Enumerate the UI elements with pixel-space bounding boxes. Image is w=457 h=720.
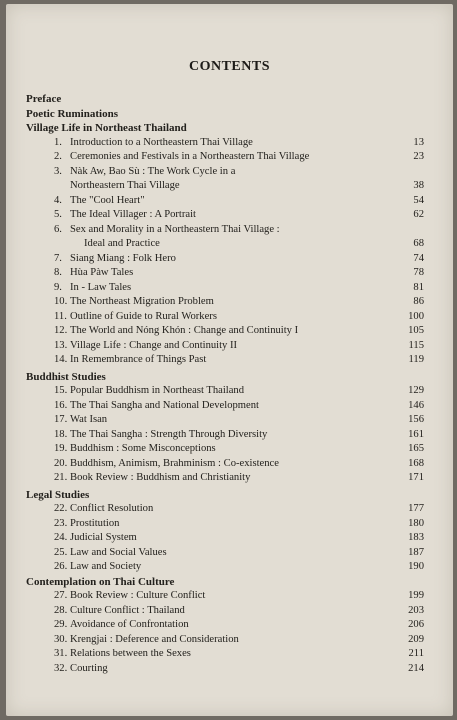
- entry-title: Nàk Aw, Bao Sù : The Work Cycle in a: [70, 165, 236, 177]
- section-heading: [26, 107, 430, 122]
- entry-title: Village Life : Change and Continuity II: [70, 339, 238, 351]
- toc-entry: [26, 647, 430, 662]
- toc-entry: [26, 223, 430, 238]
- entry-page-number: 156: [408, 414, 424, 425]
- entry-page-number: 100: [408, 310, 424, 322]
- section-heading-text: Poetic Ruminations: [26, 107, 118, 120]
- entry-title: The Thai Sangha and National Development: [70, 399, 259, 411]
- entry-number: 3.: [54, 165, 62, 177]
- entry-page-number: 209: [408, 633, 424, 645]
- entry-title: Outline of Guide to Rural Workers: [70, 310, 217, 322]
- entry-title: Ideal and Practice: [84, 238, 160, 249]
- entry-number: 8.: [54, 267, 62, 278]
- entry-title: Siang Miang : Folk Hero: [70, 252, 176, 264]
- entry-page-number: 187: [408, 546, 424, 558]
- entry-number: 22.: [54, 503, 68, 514]
- entry-title: Law and Society: [70, 561, 142, 572]
- entry-title: Book Review : Culture Conflict: [70, 590, 206, 601]
- section-heading-text: Preface: [26, 93, 62, 105]
- toc-entry: [26, 442, 430, 457]
- toc-entry: [26, 517, 430, 532]
- toc-entry: [26, 560, 430, 575]
- toc-entry: [26, 428, 430, 443]
- toc-entry: [26, 471, 430, 486]
- entry-number: 24.: [54, 532, 68, 543]
- section-heading-text: Legal Studies: [26, 488, 90, 501]
- toc-entry: [26, 413, 430, 428]
- entry-title: Avoidance of Confrontation: [70, 619, 189, 630]
- entry-page-number: 171: [408, 472, 424, 483]
- entry-number: 7.: [54, 252, 62, 264]
- section-heading: [26, 121, 430, 136]
- section-heading: [26, 92, 430, 107]
- entry-title: Buddhism, Animism, Brahminism : Co-existence: [70, 457, 279, 469]
- entry-title: Hùa Pàw Tales: [70, 267, 134, 278]
- entry-page-number: 68: [413, 238, 424, 249]
- entry-page-number: 81: [413, 281, 424, 293]
- entry-number: 15.: [54, 385, 68, 396]
- toc-entry: [26, 150, 430, 165]
- entry-title: Wat Isan: [70, 414, 108, 425]
- entry-number: 26.: [54, 561, 68, 572]
- entry-number: 11.: [54, 310, 67, 322]
- entry-title: The Northeast Migration Problem: [70, 296, 214, 307]
- entry-title: In Remembrance of Things Past: [70, 354, 207, 365]
- entry-page-number: 13: [413, 136, 424, 148]
- entry-title: Conflict Resolution: [70, 503, 154, 514]
- entry-page-number: 38: [413, 180, 424, 191]
- toc-entry: [26, 165, 430, 180]
- toc-entry: [26, 589, 430, 604]
- entry-number: 17.: [54, 414, 68, 425]
- entry-title: Popular Buddhism in Northeast Thailand: [70, 385, 244, 396]
- entry-number: 20.: [54, 457, 68, 469]
- toc-entry: [26, 604, 430, 619]
- entry-page-number: 203: [408, 604, 424, 616]
- entry-number: 4.: [54, 194, 62, 206]
- entry-title: Relations between the Sexes: [70, 648, 191, 659]
- entry-number: 25.: [54, 546, 68, 558]
- entry-title: In - Law Tales: [70, 281, 132, 293]
- entry-number: 2.: [54, 151, 62, 162]
- entry-number: 32.: [54, 662, 68, 674]
- entry-title: Law and Social Values: [70, 546, 167, 558]
- toc-entry: [26, 502, 430, 517]
- toc-entry: [26, 384, 430, 399]
- entry-title: Courting: [70, 662, 108, 674]
- toc-entry: [26, 399, 430, 414]
- section-heading-text: Village Life in Northeast Thailand: [26, 122, 187, 134]
- entry-title: Ceremonies and Festivals in a Northeastern Thai Village: [70, 151, 310, 162]
- entry-title: Buddhism : Some Misconceptions: [70, 443, 216, 454]
- entry-page-number: 214: [408, 662, 424, 674]
- entry-page-number: 119: [408, 354, 424, 365]
- entry-number: 28.: [54, 604, 68, 616]
- toc-entry: [26, 633, 430, 648]
- entry-page-number: 105: [408, 325, 424, 336]
- entry-number: 10.: [54, 296, 68, 307]
- toc-entry: [26, 194, 430, 209]
- toc-entry: [26, 353, 430, 368]
- entry-number: 13.: [54, 339, 68, 351]
- entry-page-number: 62: [413, 209, 424, 220]
- entry-title: The Ideal Villager : A Portrait: [70, 209, 196, 220]
- entry-page-number: 74: [413, 252, 424, 264]
- entry-page-number: 23: [413, 151, 424, 162]
- toc-entry: [26, 618, 430, 633]
- toc-entry: [26, 179, 430, 194]
- toc-entry: [26, 136, 430, 151]
- entry-page-number: 211: [408, 648, 424, 659]
- entry-page-number: 115: [408, 339, 424, 351]
- entry-title: The Thai Sangha : Strength Through Diversity: [70, 428, 268, 440]
- entry-page-number: 206: [408, 619, 424, 630]
- entry-number: 23.: [54, 517, 68, 529]
- entry-title: Prostitution: [70, 517, 120, 529]
- entry-page-number: 165: [408, 443, 424, 454]
- entry-page-number: 78: [413, 267, 424, 278]
- toc-entry: [26, 324, 430, 339]
- toc-entry: [26, 531, 430, 546]
- entry-number: 9.: [54, 281, 62, 293]
- entry-page-number: 183: [408, 532, 424, 543]
- entry-title: Culture Conflict : Thailand: [70, 604, 185, 616]
- toc-entry: [26, 546, 430, 561]
- toc-entry: [26, 252, 430, 267]
- book-page: [6, 4, 453, 716]
- entry-page-number: 161: [408, 428, 424, 440]
- entry-number: 31.: [54, 648, 68, 659]
- entry-title: Northeastern Thai Village: [70, 180, 180, 191]
- entry-number: 30.: [54, 633, 68, 645]
- entry-number: 29.: [54, 619, 68, 630]
- entry-number: 19.: [54, 443, 68, 454]
- entry-title: Book Review : Buddhism and Christianity: [70, 472, 251, 483]
- section-heading-text: Contemplation on Thai Culture: [26, 575, 175, 588]
- entry-number: 6.: [54, 223, 62, 235]
- entry-page-number: 146: [408, 399, 424, 411]
- entry-title: Sex and Morality in a Northeastern Thai Village :: [70, 223, 280, 235]
- section-heading: [26, 575, 430, 590]
- entry-page-number: 54: [413, 194, 424, 206]
- entry-number: 5.: [54, 209, 62, 220]
- entry-page-number: 199: [408, 590, 424, 601]
- toc-entry: [26, 266, 430, 281]
- entry-page-number: 180: [408, 517, 424, 529]
- section-heading: [26, 488, 430, 503]
- toc-entry: [26, 310, 430, 325]
- entry-title: The "Cool Heart": [70, 194, 145, 206]
- entry-page-number: 129: [408, 385, 424, 396]
- toc-entry: [26, 237, 430, 252]
- section-heading-text: Buddhist Studies: [26, 370, 106, 383]
- entry-number: 1.: [54, 136, 62, 148]
- entry-page-number: 86: [413, 296, 424, 307]
- toc-entry: [26, 295, 430, 310]
- entry-number: 27.: [54, 590, 68, 601]
- entry-number: 16.: [54, 399, 68, 411]
- entry-page-number: 177: [408, 503, 424, 514]
- entry-page-number: 190: [408, 561, 424, 572]
- toc-entry: [26, 662, 430, 677]
- table-of-contents: [26, 92, 430, 676]
- entry-page-number: 168: [408, 457, 424, 469]
- toc-entry: [26, 208, 430, 223]
- toc-entry: [26, 281, 430, 296]
- entry-title: Krengjai : Deference and Consideration: [70, 633, 239, 645]
- entry-number: 14.: [54, 354, 68, 365]
- entry-title: Judicial System: [70, 532, 137, 543]
- toc-entry: [26, 339, 430, 354]
- entry-number: 21.: [54, 472, 68, 483]
- page-title: CONTENTS: [188, 59, 271, 74]
- entry-title: The World and Nóng Khón : Change and Continuity I: [70, 325, 299, 336]
- toc-entry: [26, 457, 430, 472]
- entry-number: 18.: [54, 428, 68, 440]
- entry-title: Introduction to a Northeastern Thai Village: [70, 136, 253, 148]
- entry-number: 12.: [54, 325, 68, 336]
- section-heading: [26, 370, 430, 385]
